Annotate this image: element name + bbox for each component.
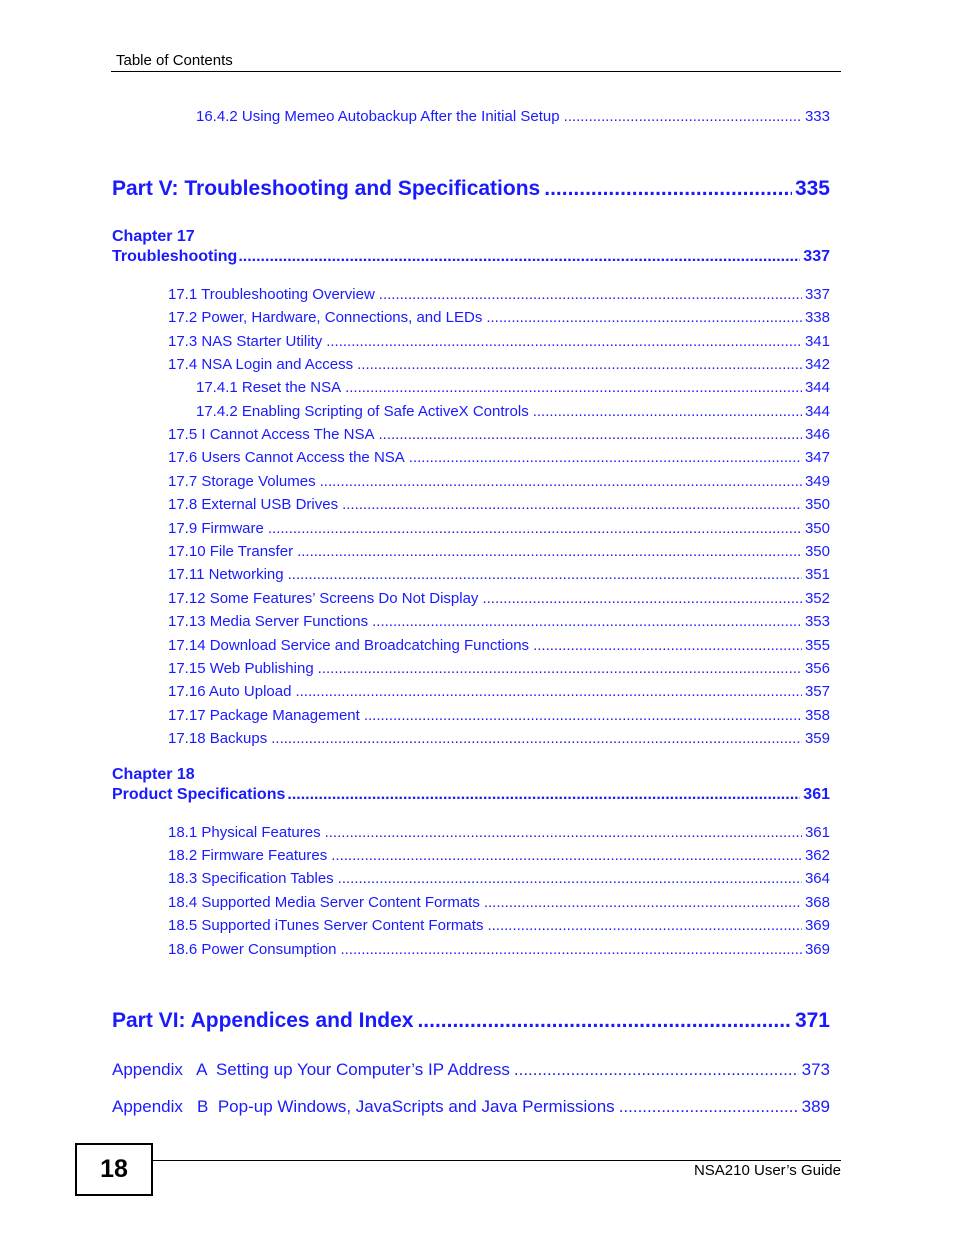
toc-entry-title: 17.11 Networking [168, 566, 284, 583]
toc-entry-page: 362 [804, 847, 830, 864]
toc-entry-page: 344 [804, 403, 830, 420]
dot-leader [357, 356, 802, 373]
toc-entry-page: 346 [804, 426, 830, 443]
dot-leader [544, 177, 792, 201]
toc-entry[interactable] [168, 707, 830, 727]
toc-entry[interactable] [168, 824, 830, 844]
toc-entry-page: 353 [804, 613, 830, 630]
toc-entry-page: 364 [804, 870, 830, 887]
toc-entry-title: 17.5 I Cannot Access The NSA [168, 426, 375, 443]
toc-entry[interactable] [168, 917, 830, 937]
toc-entry-title: 18.6 Power Consumption [168, 941, 337, 958]
toc-entry-page: 358 [804, 707, 830, 724]
toc-entry[interactable] [196, 379, 830, 399]
toc-entry-title: 17.6 Users Cannot Access the NSA [168, 449, 405, 466]
header-rule [111, 71, 841, 72]
dot-leader [320, 473, 802, 490]
toc-entry-page: 341 [804, 333, 830, 350]
dot-leader [268, 520, 802, 537]
dot-leader [238, 248, 800, 266]
dot-leader [326, 333, 802, 350]
dot-leader [364, 707, 802, 724]
dot-leader [564, 108, 802, 125]
dot-leader [342, 496, 802, 513]
toc-entry-title: 17.18 Backups [168, 730, 268, 747]
toc-entry-page: 369 [804, 917, 830, 934]
running-header: Table of Contents [116, 52, 233, 69]
toc-entry-title: 17.16 Auto Upload [168, 683, 292, 700]
toc-entry-title: 17.7 Storage Volumes [168, 473, 316, 490]
toc-entry[interactable] [168, 730, 830, 750]
toc-entry-title: 18.1 Physical Features [168, 824, 321, 841]
dot-leader [295, 683, 802, 700]
toc-entry[interactable] [168, 894, 830, 914]
dot-leader [486, 309, 802, 326]
part-heading[interactable] [112, 1009, 830, 1033]
dot-leader [533, 637, 802, 654]
appendix-title: Appendix A Setting up Your Computer’s IP Address [112, 1060, 510, 1079]
toc-entry-page: 355 [804, 637, 830, 654]
toc-entry-page: 359 [804, 730, 830, 747]
toc-entry[interactable] [168, 473, 830, 493]
part-page: 371 [794, 1009, 830, 1032]
toc-entry[interactable] [168, 870, 830, 890]
dot-leader [338, 870, 802, 887]
dot-leader [288, 566, 802, 583]
toc-entry[interactable] [168, 613, 830, 633]
chapter-number: Chapter 18 [112, 766, 195, 783]
appendix-page: 373 [801, 1060, 830, 1079]
toc-entry[interactable] [168, 496, 830, 516]
toc-entry-page: 347 [804, 449, 830, 466]
toc-entry-title: 17.10 File Transfer [168, 543, 294, 560]
toc-entry-page: 350 [804, 520, 830, 537]
toc-entry[interactable] [168, 309, 830, 329]
toc-entry-title: 17.17 Package Management [168, 707, 360, 724]
part-title: Part V: Troubleshooting and Specifications [112, 177, 541, 200]
toc-entry[interactable] [168, 637, 830, 657]
chapter-heading[interactable] [112, 248, 830, 266]
toc-entry-title: 17.4.1 Reset the NSA [196, 379, 342, 396]
toc-entry-page: 350 [804, 543, 830, 560]
toc-entry-title: 17.2 Power, Hardware, Connections, and LEDs [168, 309, 483, 326]
toc-entry-page: 351 [804, 566, 830, 583]
dot-leader [372, 613, 802, 630]
toc-entry-page: 350 [804, 496, 830, 513]
toc-entry-page: 357 [804, 683, 830, 700]
toc-entry[interactable] [168, 660, 830, 680]
dot-leader [409, 449, 802, 466]
dot-leader [297, 543, 802, 560]
toc-entry[interactable] [168, 847, 830, 867]
chapter-title: Troubleshooting [112, 248, 238, 265]
dot-leader [619, 1097, 799, 1117]
toc-entry-title: 17.4 NSA Login and Access [168, 356, 354, 373]
toc-entry[interactable] [168, 590, 830, 610]
toc-entry[interactable] [168, 426, 830, 446]
part-heading[interactable] [112, 177, 830, 201]
toc-entry-title: 17.15 Web Publishing [168, 660, 314, 677]
toc-entry-page: 333 [804, 108, 830, 125]
toc-entry-title: 17.8 External USB Drives [168, 496, 339, 513]
toc-entry-page: 342 [804, 356, 830, 373]
dot-leader [514, 1060, 799, 1080]
chapter-number: Chapter 17 [112, 228, 195, 245]
dot-leader [379, 426, 802, 443]
dot-leader [325, 824, 802, 841]
toc-entry[interactable] [168, 356, 830, 376]
dot-leader [487, 917, 802, 934]
toc-entry-page: 352 [804, 590, 830, 607]
toc-entry[interactable] [168, 333, 830, 353]
toc-entry-title: 17.9 Firmware [168, 520, 264, 537]
toc-entry[interactable] [168, 286, 830, 306]
toc-entry-title: 17.1 Troubleshooting Overview [168, 286, 375, 303]
part-page: 335 [794, 177, 830, 200]
toc-entry[interactable] [168, 449, 830, 469]
chapter-page: 337 [803, 248, 830, 265]
toc-entry-title: 17.3 NAS Starter Utility [168, 333, 323, 350]
toc-entry-page: 368 [804, 894, 830, 911]
appendix-title: Appendix B Pop-up Windows, JavaScripts and Java Permissions [112, 1097, 615, 1116]
toc-entry-page: 361 [804, 824, 830, 841]
toc-entry[interactable] [196, 108, 830, 128]
toc-entry[interactable] [168, 683, 830, 703]
toc-entry-page: 356 [804, 660, 830, 677]
dot-leader [345, 379, 802, 396]
toc-entry-title: 18.3 Specification Tables [168, 870, 334, 887]
dot-leader [417, 1009, 791, 1033]
appendix-entry[interactable] [112, 1060, 830, 1080]
toc-entry[interactable] [196, 403, 830, 423]
chapter-title: Product Specifications [112, 786, 286, 803]
toc-entry-title: 16.4.2 Using Memeo Autobackup After the Initial Setup [196, 108, 560, 125]
toc-entry-title: 18.5 Supported iTunes Server Content Formats [168, 917, 484, 934]
toc-entry[interactable] [168, 520, 830, 540]
dot-leader [331, 847, 802, 864]
chapter-page: 361 [803, 786, 830, 803]
page-number: 18 [75, 1143, 153, 1196]
dot-leader [271, 730, 802, 747]
footer-rule [151, 1160, 841, 1161]
toc-entry[interactable] [168, 941, 830, 961]
dot-leader [484, 894, 802, 911]
appendix-entry[interactable] [112, 1097, 830, 1117]
toc-entry-title: 17.4.2 Enabling Scripting of Safe ActiveX Controls [196, 403, 529, 420]
dot-leader [318, 660, 802, 677]
dot-leader [287, 786, 800, 804]
toc-entry-title: 17.14 Download Service and Broadcatching Functions [168, 637, 530, 654]
toc-entry-page: 337 [804, 286, 830, 303]
toc-entry-page: 344 [804, 379, 830, 396]
toc-entry-title: 17.12 Some Features’ Screens Do Not Display [168, 590, 479, 607]
toc-entry-page: 349 [804, 473, 830, 490]
toc-entry-title: 17.13 Media Server Functions [168, 613, 369, 630]
toc-entry-page: 369 [804, 941, 830, 958]
chapter-heading[interactable] [112, 786, 830, 804]
dot-leader [379, 286, 802, 303]
toc-entry[interactable] [168, 543, 830, 563]
part-title: Part VI: Appendices and Index [112, 1009, 414, 1032]
guide-title: NSA210 User’s Guide [693, 1162, 841, 1179]
toc-entry-title: 18.4 Supported Media Server Content Formats [168, 894, 480, 911]
toc-entry[interactable] [168, 566, 830, 586]
toc-entry-page: 338 [804, 309, 830, 326]
appendix-page: 389 [801, 1097, 830, 1116]
dot-leader [482, 590, 802, 607]
dot-leader [533, 403, 802, 420]
toc-entry-title: 18.2 Firmware Features [168, 847, 328, 864]
dot-leader [340, 941, 802, 958]
